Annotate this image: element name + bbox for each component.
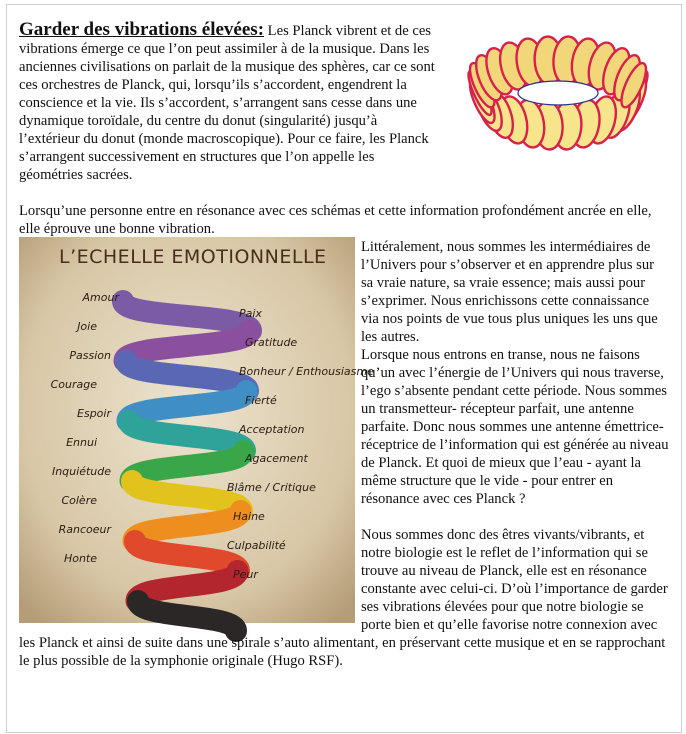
ladder-label-right: Acceptation [239,423,305,436]
ladder-label-right: Blâme / Critique [227,481,316,494]
article-title: Garder des vibrations élevées: [19,19,265,40]
ladder-label-left: Rancoeur [58,523,111,536]
ladder-label-right: Fierté [245,394,277,407]
ladder-label-left: Amour [82,291,119,304]
ladder-label-right: Gratitude [245,336,298,349]
document-page [6,4,682,733]
ladder-label-left: Passion [69,349,111,362]
ladder-label-left: Inquiétude [51,465,111,478]
ladder-label-right: Agacement [245,452,308,465]
ladder-label-right: Haine [233,510,265,523]
paragraph-conclusion: Nous sommes donc des êtres vivants/vibrants, et notre biologie est le reflet de l’information qui se trouve au niveau de Planck, elle est en résonance constante avec celui-ci. D’où l’importance de garder ses vibrations élevées pour que notre biologie se porte bien et qu’elle favorise notre connexion avec les Planck et ainsi de suite dans une spirale s’auto alimentant, en préservant cette musique et en se rapprochant le plus possible de la symphonie originale (Hugo RSF). [19,527,668,669]
article [19,21,669,670]
ladder-label-left: Colère [61,494,97,507]
ladder-label-right: Culpabilité [227,539,286,552]
ladder-label-right: Peur [233,568,258,581]
torus-hole [518,81,598,105]
paragraph-intermediaires: Littéralement, nous sommes les intermédiaires de l’Univers pour s’observer et en apprendre plus sur sa vraie nature, sa vraie essence; mais aussi pour s’exprimer. Nous enrichissons cette connaissance via nos points de vue tous plus uniques les uns que les autres. [361,239,658,345]
intro-text: Les Planck vibrent et de ces vibrations émerge ce que l’on peut assimiler à de la musique. Dans les anciennes civilisations on parlait de la musique des sphères, car ce sont ces orchestres de Planck, qui, lorsqu’ils s’accordent, engendrent la conscience et la vie. Ils s’accordent, s’arrangent sans cesse dans une dynamique toroïdale, du centre du donut (singularité) jusqu’à l’extérieur du donut (monde macroscopique). Pour ce faire, les Planck s’arrangent successivement en structures que l’on appelle les géométries sacrées. [19,23,435,183]
paragraph-transe: Lorsque nous entrons en transe, nous ne faisons qu’un avec l’énergie de l’Univers qui nous traverse, l’ego s’absente pendant cette période. Nous sommes un transmetteur- récepteur parfait, une antenne parfaite. Donc nous sommes une antenne émettrice-réceptrice de l’information qui est générée au niveau de Planck. Et quoi de mieux que l’eau - ayant la même structure que le vide - pour entrer en résonance avec ces Planck ? [361,347,669,507]
emotional-ladder-figure [19,237,374,623]
ladder-label-left: Joie [77,320,97,333]
ladder-label-right: Bonheur / Enthousiasme [239,365,374,378]
ladder-label-left: Espoir [77,407,111,420]
emotional-ladder-image [19,237,374,623]
ladder-label-left: Courage [50,378,97,391]
torus-illustration [447,27,669,159]
ladder-label-left: Ennui [66,436,97,449]
ladder-label-left: Honte [63,552,97,565]
paragraph-resonance: Lorsqu’une personne entre en résonance avec ces schémas et cette information profondément ancrée en elle, elle éprouve une bonne vibration. [19,203,652,237]
ladder-title: L’ECHELLE EMOTIONNELLE [59,246,327,268]
ladder-label-right: Paix [239,307,262,320]
